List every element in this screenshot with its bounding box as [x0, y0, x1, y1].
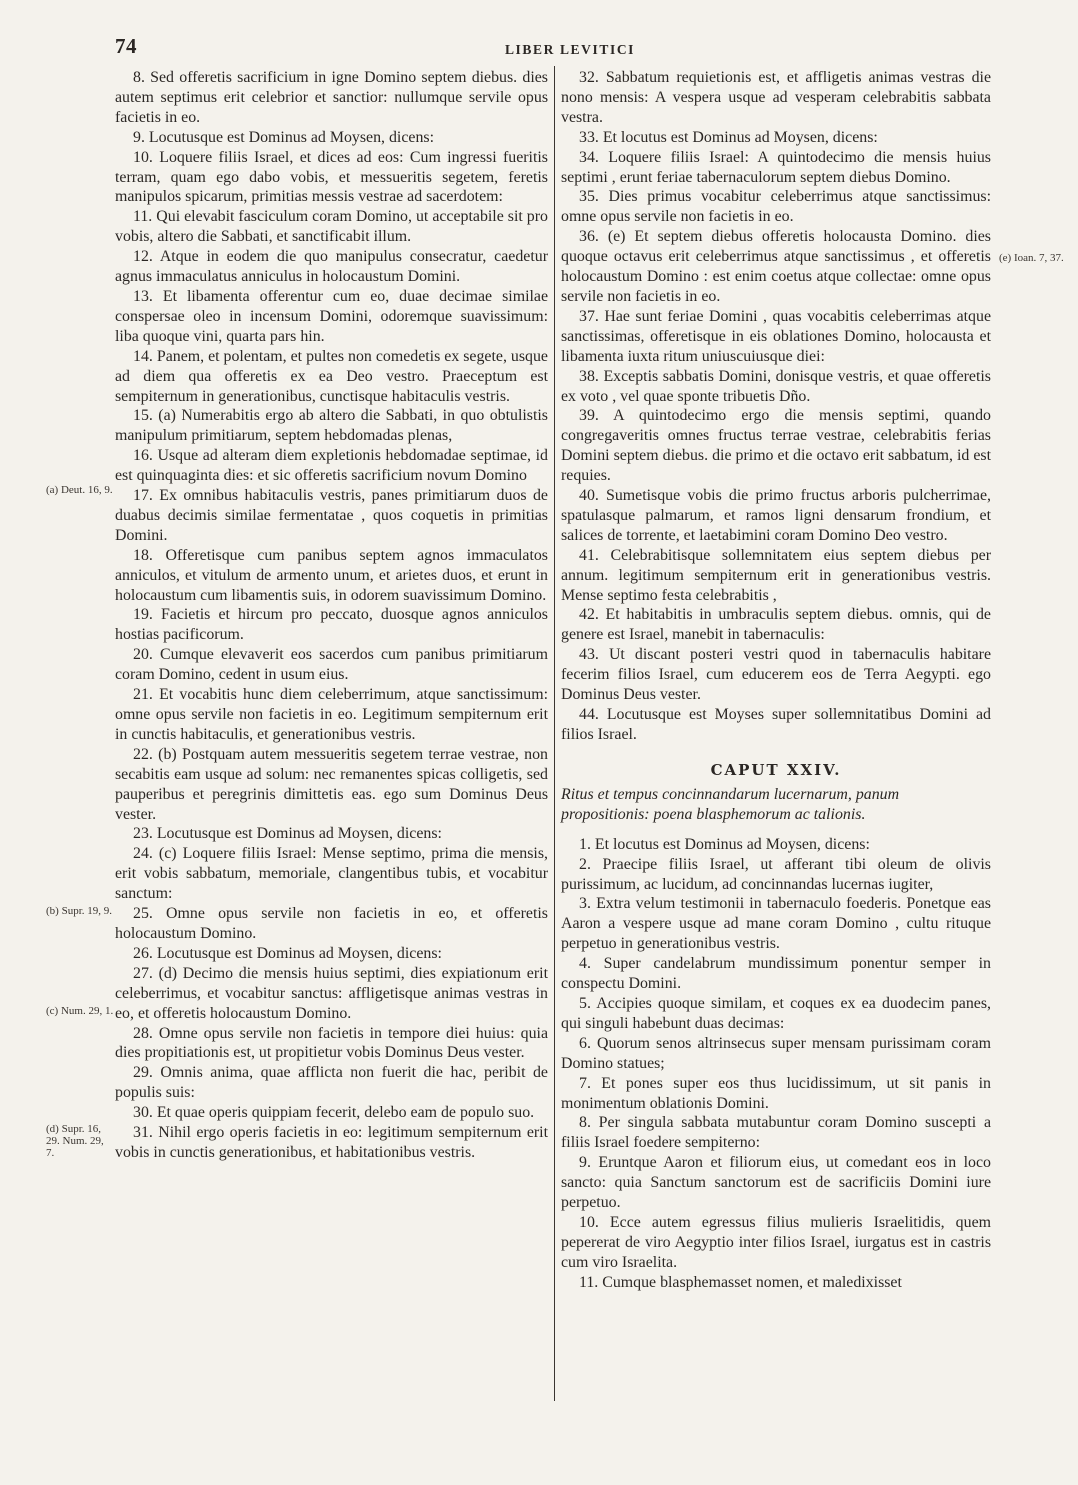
verse: 12. Atque in eodem die quo manipulus consecratur, caedetur agnus immaculatus anniculus in holocaustum Domini. [115, 248, 548, 286]
verse: 27. (d) Decimo die mensis huius septimi, dies expiationum erit celeberrimus, et vocabitur sanctus: affligetisque animas vestras in eo, et offeretis holocaustum Domino. [115, 964, 548, 1022]
verse: 36. (e) Et septem diebus offeretis holocausta Domino. dies quoque octavus erit celeberrimus atque sanctissimus , et offeretis holocaustum Domino : est enim coetus atque collectae: omne opus servile non facietis in eo. [561, 228, 991, 305]
verse: 15. (a) Numerabitis ergo ab altero die Sabbati, in quo obtulistis manipulum primitiarum, septem hebdomadas plenas, [115, 407, 548, 445]
verse: 20. Cumque elevaverit eos sacerdos cum panibus primitiarum coram Domino, cedent in usum eius. [115, 646, 548, 684]
verse: 18. Offeretisque cum panibus septem agnos immaculatos anniculos, et vitulum de armento unum, et arietes duos, et erunt in holocaustum cum libamentis suis, in odorem suavissimum Domino. [115, 546, 548, 604]
margin-note-b: (b) Supr. 19, 9. [46, 905, 112, 917]
margin-note-a: (a) Deut. 16, 9. [46, 484, 113, 496]
verse: 39. A quintodecimo ergo die mensis septimi, quando congregaveritis omnes fructus terrae vestrae, celebrabitis ferias Domini septem diebus. die primo et die octavo erit sabbatum, id est requies. [561, 407, 991, 485]
verse: 23. Locutusque est Dominus ad Moysen, dicens: [133, 825, 442, 843]
verse: 35. Dies primus vocabitur celeberrimus atque sanctissimus: omne opus servile non facietis in eo. [561, 188, 991, 226]
verse: 3. Extra velum testimonii in tabernaculo foederis. Ponetque eas Aaron a vespere usque ad mane coram Domino , cultu rituque perpetuo in generationibus vestris. [561, 895, 991, 953]
chapter-title: CAPUT XXIV. [710, 760, 842, 779]
verse: 4. Super candelabrum mundissimum ponentur semper in conspectu Domini. [561, 955, 991, 993]
verse: 13. Et libamenta offerentur cum eo, duae decimae similae conspersae oleo in incensum Domini, odoremque suavissimum: liba quoque vini, quarta pars hin. [115, 287, 548, 345]
verse: 31. Nihil ergo operis facietis in eo: legitimum sempiternum erit vobis in cunctis generationibus, et habitationibus vestris. [115, 1124, 548, 1161]
verse: 28. Omne opus servile non facietis in tempore diei huius: quia dies propitiationis est, ut propitietur vobis Dominus Deus vester. [115, 1024, 548, 1062]
verse: 9. Locutusque est Dominus ad Moysen, dicens: [133, 128, 434, 146]
verse: 22. (b) Postquam autem messueritis segetem terrae vestrae, non secabitis eam usque ad solum: nec remanentes spicas colligetis, sed pauperibus et peregrinis dimittetis eas. ego sum Dominus Deus vester. [115, 745, 548, 823]
verse: 9. Eruntque Aaron et filiorum eius, ut comedant eos in loco sancto: quia Sanctum sanctorum est de sacrificiis Domini iure perpetuo. [561, 1154, 991, 1212]
running-title: LIBER LEVITICI [504, 42, 636, 57]
chapter-summary: Ritus et tempus concinnandarum lucernarum, panum propositionis: poena blasphemorum ac talionis. [561, 785, 900, 823]
verse: 19. Facietis et hircum pro peccato, duosque agnos anniculos hostias pacificorum. [115, 606, 548, 644]
verse: 8. Per singula sabbata mutabuntur coram Domino suscepti a filiis Israel foedere sempiterno: [561, 1114, 991, 1152]
verse: 21. Et vocabitis hunc diem celeberrimum, atque sanctissimum: omne opus servile non facietis in eo. Legitimum sempiternum erit in cunctis habitaculis, et generationibus vestris. [115, 686, 548, 743]
verse: 11. Qui elevabit fasciculum coram Domino, ut acceptabile sit pro vobis, altero die Sabbati, et sanctificabit illum. [115, 208, 548, 246]
chapter-verses [561, 835, 991, 1293]
left-column [115, 68, 548, 1163]
verse: 44. Locutusque est Moyses super sollemnitatibus Domini ad filios Israel. [561, 706, 991, 743]
verse: 6. Quorum senos altrinsecus super mensam purissimam coram Domino statues; [561, 1034, 991, 1072]
margin-note-e: (e) Ioan. 7, 37. [999, 252, 1064, 264]
verse: 11. Cumque blasphemasset nomen, et maledixisset [579, 1273, 902, 1291]
verse: 40. Sumetisque vobis die primo fructus arboris pulcherrimae, spatulasque palmarum, et ramos ligni densarum frondium, et salices de torrente, et laetabimini coram Domino Deo vestro. [561, 487, 991, 544]
verse: 10. Ecce autem egressus filius mulieris Israelitidis, quem pepererat de viro Aegyptio inter filios Israel, iurgatus est in castris cum viro Israelita. [561, 1213, 991, 1271]
verse: 8. Sed offeretis sacrificium in igne Domino septem diebus. dies autem septimus erit celebrior et sanctior: nullumque servile opus facietis in eo. [115, 69, 548, 126]
verse: 33. Et locutus est Dominus ad Moysen, dicens: [579, 128, 878, 146]
verse: 26. Locutusque est Dominus ad Moysen, dicens: [133, 944, 442, 962]
page-number: 74 [115, 34, 137, 58]
verse: 17. Ex omnibus habitaculis vestris, panes primitiarum duos de duabus decimis similae fermentatae , quos coquetis in primitias Domini. [115, 487, 548, 544]
verse: 24. (c) Loquere filiis Israel: Mense septimo, prima die mensis, erit vobis sabbatum, memoriale, clangentibus tubis, et vocabitur sanctum: [115, 845, 548, 903]
verse: 41. Celebrabitisque sollemnitatem eius septem diebus per annum. legitimum sempiternum erit in generationibus vestris. Mense septimo festa celebrabitis , [561, 546, 991, 604]
verse: 5. Accipies quoque similam, et coques ex ea duodecim panes, qui singuli habebunt duas decimas: [561, 994, 991, 1032]
verse: 34. Loquere filiis Israel: A quintodecimo die mensis huius septimi , erunt feriae tabernaculorum septem diebus Domino. [561, 148, 991, 186]
verse: 14. Panem, et polentam, et pultes non comedetis ex segete, usque ad diem qua offeretis ex ea Deo vestro. Praeceptum est sempiternum in generationibus, cunctisque habitaculis vestris. [115, 347, 548, 405]
verse: 7. Et pones super eos thus lucidissimum, ut sit panis in monimentum oblationis Domini. [561, 1074, 991, 1112]
verse: 38. Exceptis sabbatis Domini, donisque vestris, et quae offeretis ex voto , vel quae sponte tribuetis Dño. [561, 367, 991, 405]
verse: 1. Et locutus est Dominus ad Moysen, dicens: [579, 835, 870, 853]
verse: 30. Et quae operis quippiam fecerit, delebo eam de populo suo. [133, 1104, 535, 1122]
verse: 42. Et habitabitis in umbraculis septem diebus. omnis, qui de genere est Israel, manebit in tabernaculis: [561, 606, 991, 644]
verse: 37. Hae sunt feriae Domini , quas vocabitis celeberrimas atque sanctissimas, offeretisque in eis oblationes Domino, holocausta et libamenta iuxta ritum uniuscuiusque diei: [561, 307, 991, 365]
margin-note-c: (c) Num. 29, 1. [46, 1005, 114, 1017]
verse: 29. Omnis anima, quae afflicta non fuerit die hac, peribit de populis suis: [115, 1064, 548, 1102]
verse: 10. Loquere filiis Israel, et dices ad eos: Cum ingressi fueritis terram, quam ego dabo vobis, et messueritis segetem, feretis manipulos spicarum, primitias messis vestrae ad sacerdotem: [115, 148, 548, 206]
margin-note-d: (d) Supr. 16, 29. Num. 29, 7. [46, 1123, 104, 1159]
verse: 2. Praecipe filiis Israel, ut afferant tibi oleum de olivis purissimum, ac lucidum, ad concinnandas lucernas iugiter, [561, 855, 991, 893]
verse: 32. Sabbatum requietionis est, et affligetis animas vestras die nono mensis: A vespera usque ad vesperam celebrabitis sabbata vestra. [561, 69, 991, 126]
right-column-verses [561, 68, 991, 745]
column-divider [554, 66, 555, 1401]
verse: 43. Ut discant posteri vestri quod in tabernaculis habitare fecerim filios Israel, cum educerem eos de Terra Aegypti. ego Dominus Deus vester. [561, 646, 991, 704]
right-column [561, 68, 991, 1293]
verse: 16. Usque ad alteram diem expletionis hebdomadae septimae, id est quinquaginta dies: et sic offeretis sacrificium novum Domino [115, 447, 548, 485]
verse: 25. Omne opus servile non facietis in eo, et offeretis holocaustum Domino. [115, 905, 548, 942]
